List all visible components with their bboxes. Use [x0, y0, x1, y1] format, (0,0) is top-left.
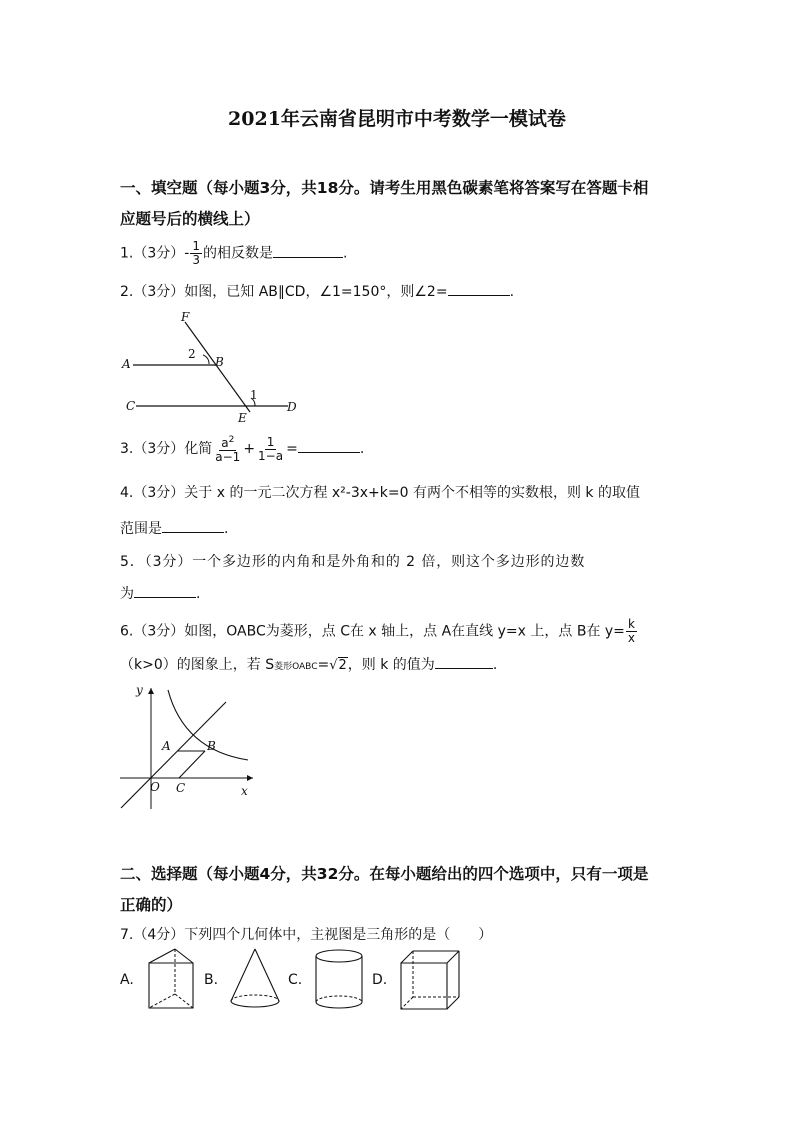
q6-answer-blank — [435, 656, 493, 669]
angle-2-arc — [203, 355, 209, 364]
q3-fraction-1: $\frac{a^2}{a-1}$ — [215, 435, 241, 464]
label-a: A — [162, 739, 171, 753]
question-6-cont: （k>0）的图象上，若 S菱形OABC=√2，则 k 的值为 . — [120, 657, 498, 673]
section-1-heading: 一、填空题（每小题3分，共18分。请考生用黑色碳素笔将答案写在答题卡相 — [120, 179, 649, 197]
option-c-label: C. — [288, 972, 303, 988]
option-b-label: B. — [204, 972, 219, 988]
question-1: 1.（3分）- $\frac{1}{3}$ 的相反数是 . — [120, 239, 348, 267]
q1-answer-blank — [273, 245, 343, 258]
label-b: B — [207, 739, 216, 753]
label-c: C — [126, 399, 136, 413]
option-d-label: D. — [372, 972, 388, 988]
label-o: O — [150, 780, 160, 794]
section-2-heading-cont: 正确的） — [120, 896, 183, 914]
option-a-triangular-prism — [145, 947, 197, 1013]
option-a-label: A. — [120, 972, 134, 988]
label-2: 2 — [188, 347, 196, 361]
section-2-heading: 二、选择题（每小题4分，共32分。在每小题给出的四个选项中，只有一项是 — [120, 865, 649, 883]
question-7: 7.（4分）下列四个几何体中，主视图是三角形的是（ ） — [120, 927, 493, 943]
label-x: x — [241, 784, 248, 798]
q3-answer-blank — [298, 440, 360, 453]
parallel-lines-figure — [118, 308, 308, 426]
label-b: B — [215, 355, 224, 369]
question-5-cont: 为 . — [120, 586, 201, 602]
label-c: C — [176, 781, 186, 795]
question-5: 5．（3分）一个多边形的内角和是外角和的 2 倍，则这个多边形的边数 — [120, 554, 586, 570]
label-f: F — [181, 310, 190, 324]
q3-fraction-2: $\frac{1}{1-a}$ — [258, 434, 284, 463]
line-y-equals-x — [121, 702, 226, 808]
q1-fraction: $\frac{1}{3}$ — [192, 239, 200, 267]
q5-answer-blank — [134, 585, 196, 598]
section-1-heading-cont: 应题号后的横线上） — [120, 210, 260, 228]
label-a: A — [122, 357, 131, 371]
q1-prefix: 1.（3分）- — [120, 245, 190, 262]
option-d-cube — [397, 947, 463, 1013]
question-6: 6.（3分）如图，OABC为菱形，点 C在 x 轴上，点 A在直线 y=x 上，点 B在 y= $\frac{k}{x}$ — [120, 617, 636, 645]
label-e: E — [238, 411, 247, 425]
option-b-cone — [227, 947, 283, 1013]
q1-suffix: 的相反数是 — [202, 245, 273, 262]
option-c-cylinder — [311, 947, 367, 1013]
side-bc — [179, 751, 205, 778]
rhombus-coordinate-figure — [118, 684, 258, 814]
question-4: 4.（3分）关于 x 的一元二次方程 x²-3x+k=0 有两个不相等的实数根，则 k 的取值 — [120, 485, 640, 501]
question-2: 2.（3分）如图，已知 AB∥CD，∠1=150°，则∠2= . — [120, 284, 515, 300]
question-3: 3.（3分）化简 $\frac{a^2}{a-1}$ + $\frac{1}{1-a}$ = . — [120, 434, 365, 464]
sqrt-2: √2 — [329, 658, 347, 673]
label-1: 1 — [250, 388, 258, 402]
q6-fraction-k-over-x: $\frac{k}{x}$ — [627, 617, 636, 645]
label-y: y — [136, 684, 143, 697]
q4-answer-blank — [162, 520, 224, 533]
label-d: D — [287, 400, 297, 414]
q2-answer-blank — [448, 283, 510, 296]
page-title: 2021年云南省昆明市中考数学一模试卷 — [228, 108, 566, 130]
question-4-cont: 范围是 . — [120, 521, 229, 537]
